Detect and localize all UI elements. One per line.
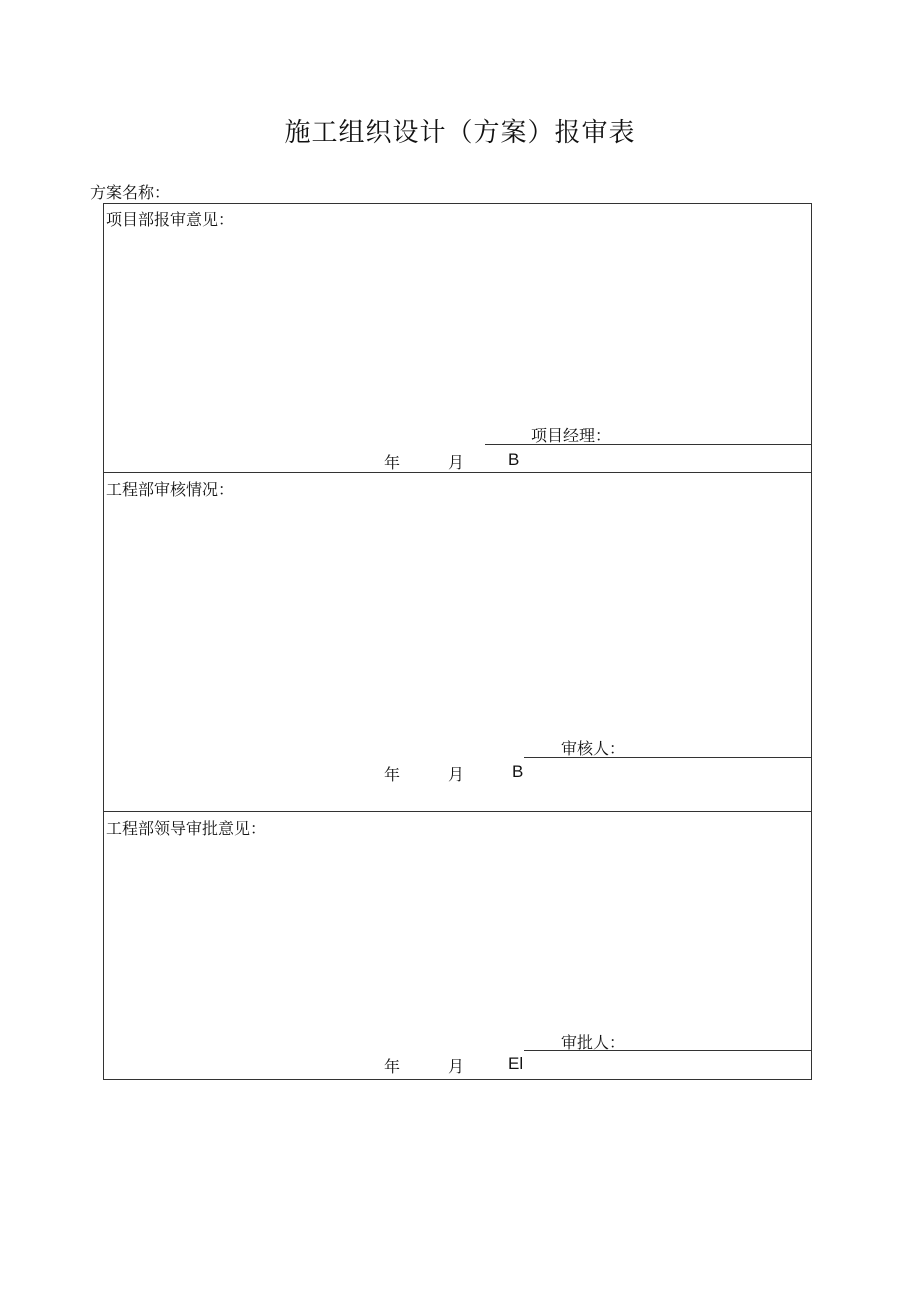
date-year-label: 年 xyxy=(384,765,401,784)
project-dept-opinion-section[interactable] xyxy=(104,204,811,472)
date-month-label: 月 xyxy=(448,1057,465,1076)
reviewer-signature-line[interactable] xyxy=(524,757,811,758)
date-day-label: B xyxy=(512,762,524,781)
approval-form-table xyxy=(103,203,812,1080)
section-heading: 项目部报审意见： xyxy=(106,210,235,229)
approver-signature-line[interactable] xyxy=(524,1050,811,1051)
project-manager-label: 项目经理： xyxy=(531,426,612,445)
page-title: 施工组织设计（方案）报审表 xyxy=(284,118,636,148)
date-day-label: El xyxy=(508,1054,524,1073)
scheme-name-label: 方案名称： xyxy=(90,183,171,202)
date-month-label: 月 xyxy=(448,453,465,472)
engineering-review-section[interactable] xyxy=(104,472,811,811)
approver-label: 审批人： xyxy=(561,1033,626,1052)
date-year-label: 年 xyxy=(384,453,401,472)
date-month-label: 月 xyxy=(448,765,465,784)
project-manager-signature-line[interactable] xyxy=(485,444,811,445)
reviewer-label: 审核人： xyxy=(561,739,626,758)
date-year-label: 年 xyxy=(384,1057,401,1076)
date-day-label: B xyxy=(508,450,520,469)
section-heading: 工程部审核情况： xyxy=(106,480,235,499)
leadership-approval-section[interactable] xyxy=(104,811,811,1079)
section-heading: 工程部领导审批意见： xyxy=(106,819,267,838)
